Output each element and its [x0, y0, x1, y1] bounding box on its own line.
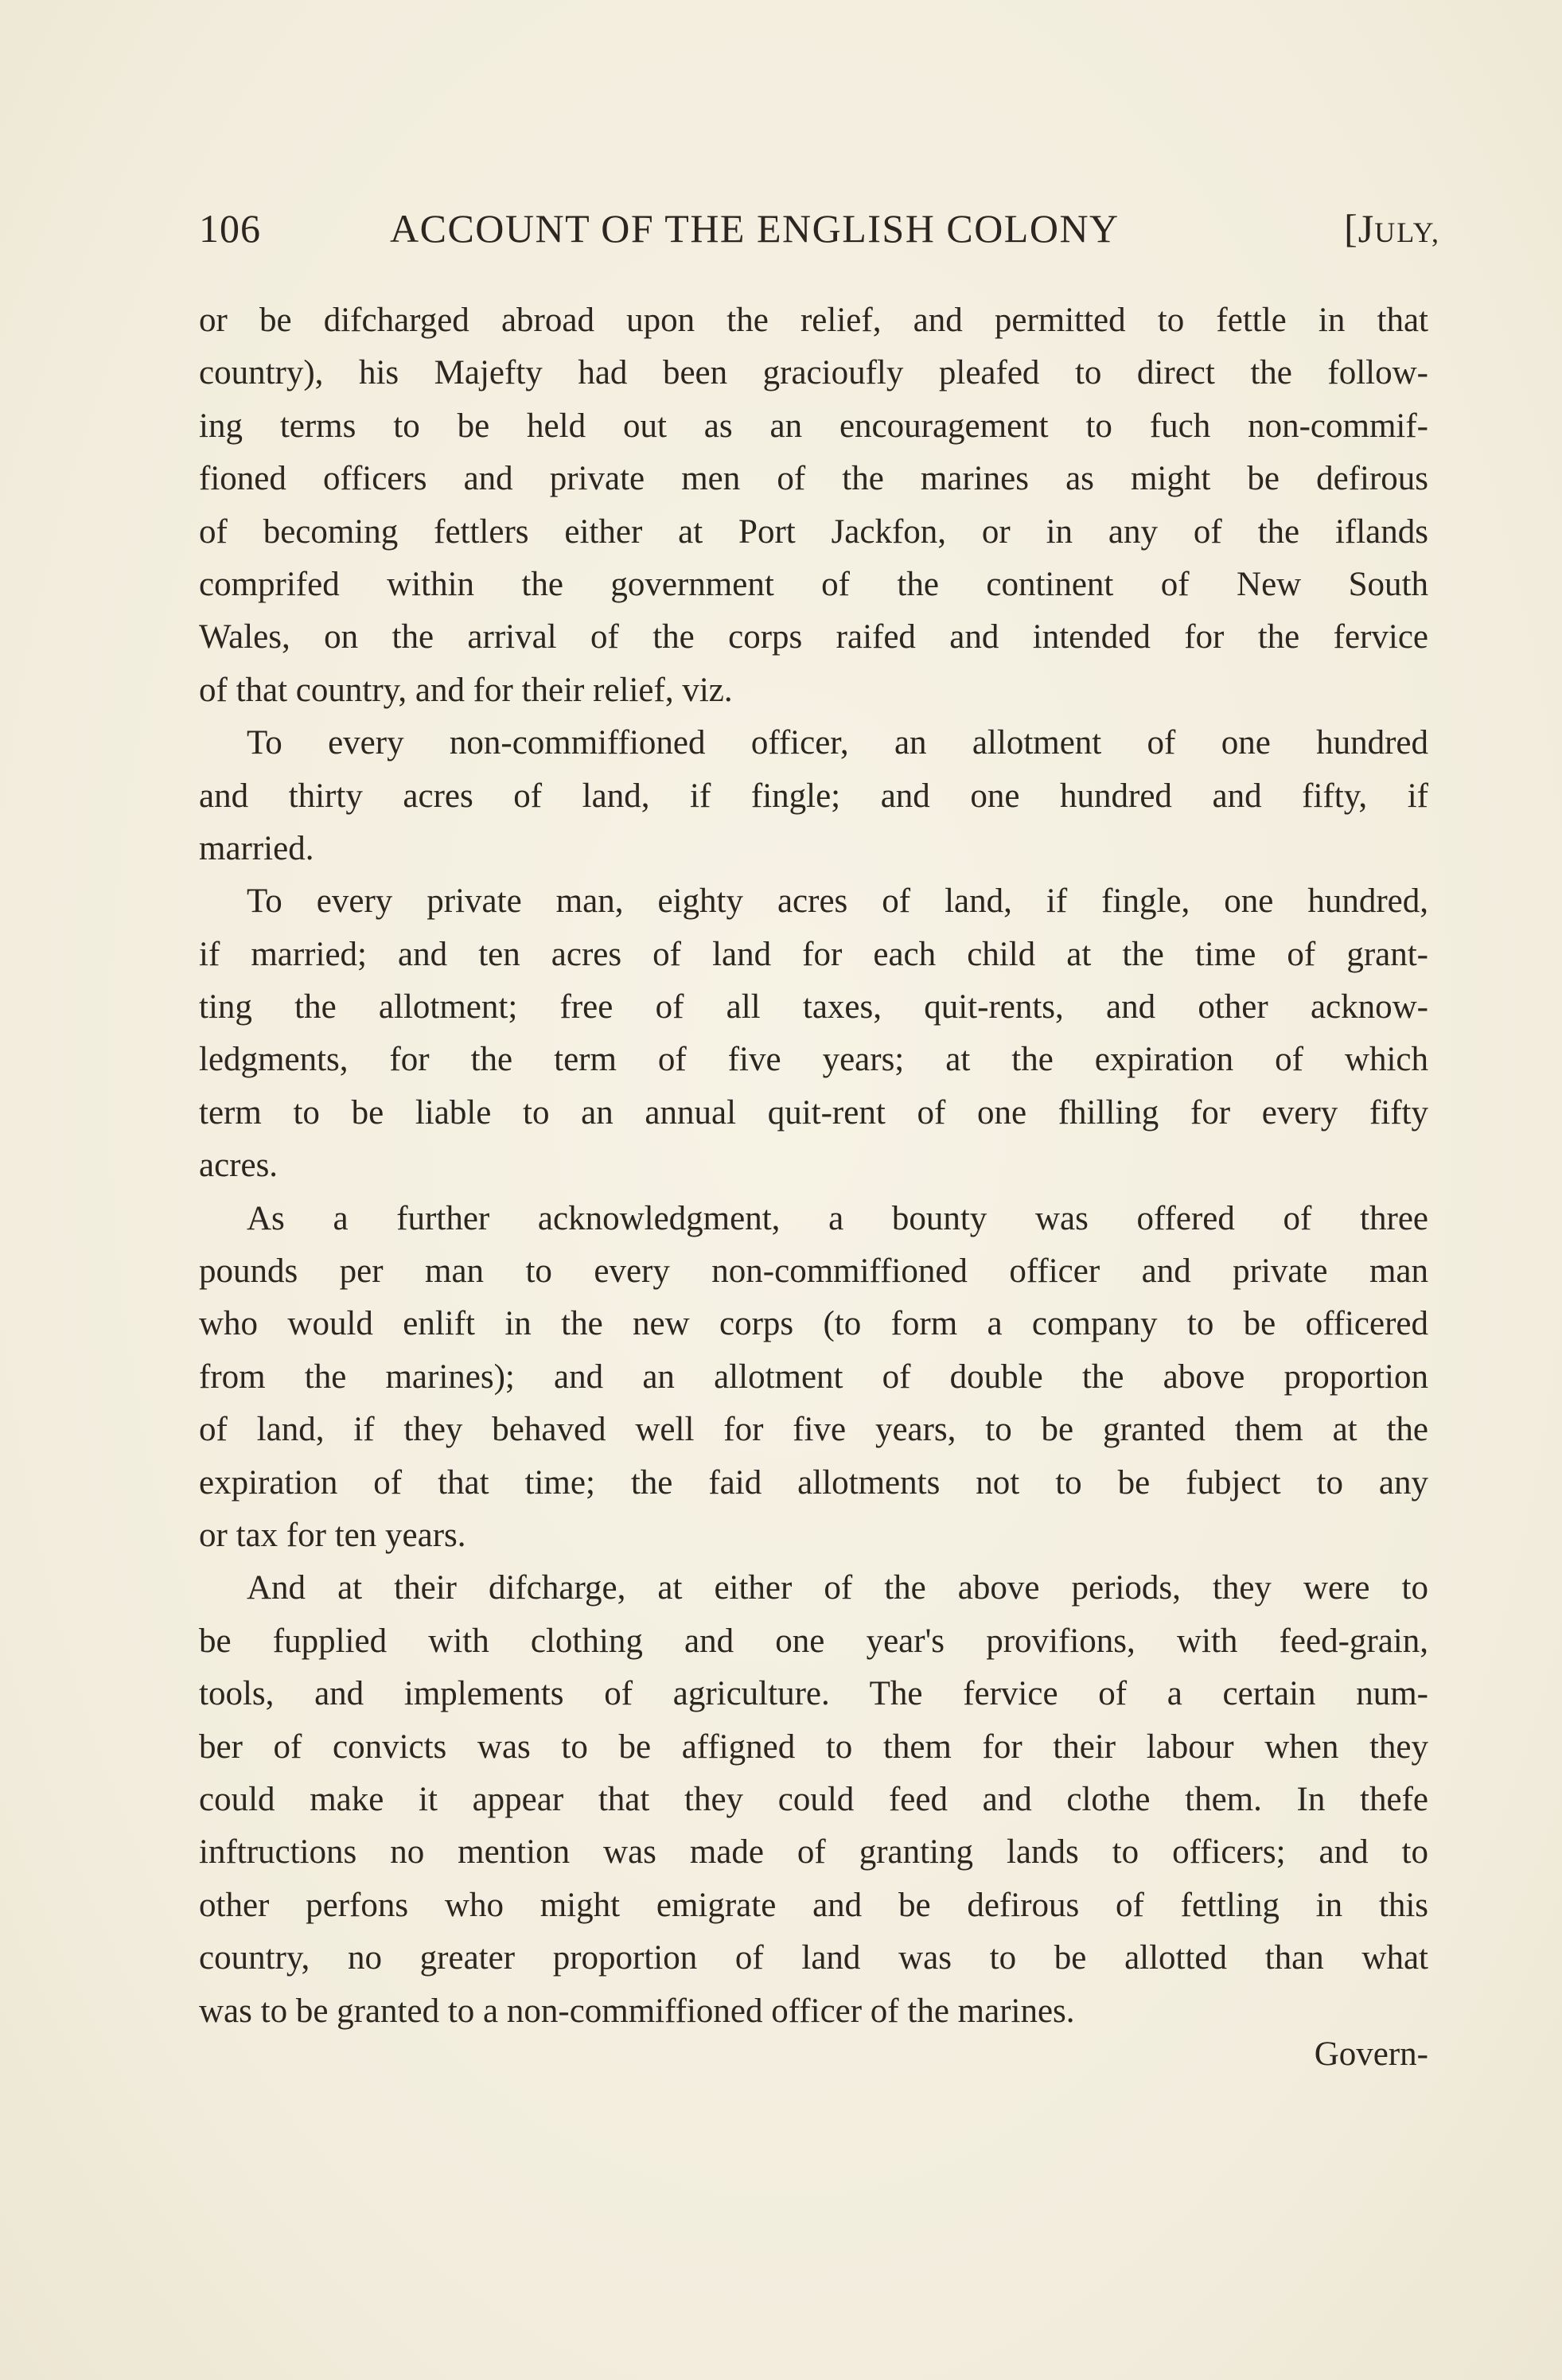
text-line: And at their difcharge, at either of the above periods, they were to — [247, 1569, 1428, 1607]
date-rest: ULY, — [1374, 216, 1440, 248]
text-line: ing terms to be held out as an encouragement to fuch non-commif- — [199, 407, 1428, 445]
text-line: country, no greater proportion of land was to be allotted than what — [199, 1939, 1428, 1977]
text-line: tools, and implements of agriculture. The fervice of a certain num- — [199, 1675, 1428, 1713]
text-line: To every private man, eighty acres of land, if fingle, one hundred, — [247, 882, 1428, 921]
date-bracket: [ — [1344, 206, 1358, 251]
text-line: of land, if they behaved well for five years, to be granted them at the — [199, 1411, 1428, 1449]
catchword: Govern- — [1314, 2035, 1428, 2073]
text-line: expiration of that time; the faid allotments not to be fubject to any — [199, 1463, 1428, 1502]
text-line: could make it appear that they could feed and clothe them. In thefe — [199, 1780, 1428, 1818]
page-number: 106 — [199, 206, 261, 251]
text-line: other perfons who might emigrate and be defirous of fettling in this — [199, 1886, 1428, 1924]
text-line: fioned officers and private men of the marines as might be defirous — [199, 460, 1428, 498]
text-line: comprifed within the government of the continent of New South — [199, 565, 1428, 603]
text-line: To every non-commiffioned officer, an allotment of one hundred — [247, 724, 1428, 762]
text-line: if married; and ten acres of land for each child at the time of grant- — [199, 935, 1428, 973]
text-line: Wales, on the arrival of the corps raifed and intended for the fervice — [199, 618, 1428, 656]
text-line: was to be granted to a non-commiffioned officer of the marines. — [199, 1992, 1075, 2030]
page-header — [199, 205, 1440, 269]
text-line: inftructions no mention was made of granting lands to officers; and to — [199, 1833, 1428, 1872]
text-line: who would enlift in the new corps (to form a company to be officered — [199, 1305, 1428, 1343]
text-line: of becoming fettlers either at Port Jackfon, or in any of the iflands — [199, 512, 1428, 551]
text-line: or tax for ten years. — [199, 1516, 466, 1554]
body-text — [199, 294, 1428, 2038]
running-date — [1344, 205, 1440, 251]
text-line: ting the allotment; free of all taxes, quit-rents, and other acknow- — [199, 988, 1428, 1026]
text-line: of that country, and for their relief, viz. — [199, 671, 733, 709]
text-line: As a further acknowledgment, a bounty was offered of three — [247, 1199, 1428, 1237]
text-line: or be difcharged abroad upon the relief, and permitted to fettle in that — [199, 302, 1428, 339]
text-line: and thirty acres of land, if fingle; and one hundred and fifty, if — [199, 777, 1428, 815]
date-initial: J — [1357, 206, 1375, 251]
text-line: pounds per man to every non-commiffioned officer and private man — [199, 1252, 1428, 1291]
text-line: from the marines); and an allotment of double the above proportion — [199, 1357, 1428, 1396]
text-line: acres. — [199, 1147, 279, 1185]
text-line: term to be liable to an annual quit-rent of one fhilling for every fifty — [199, 1093, 1428, 1132]
text-line: country), his Majefty had been gracioufly pleafed to direct the follow- — [199, 354, 1428, 392]
text-line: ber of convicts was to be affigned to them for their labour when they — [199, 1728, 1428, 1766]
text-line: be fupplied with clothing and one year's provifions, with feed-grain, — [199, 1622, 1428, 1660]
running-title: ACCOUNT OF THE ENGLISH COLONY — [390, 206, 1120, 251]
text-line: ledgments, for the term of five years; at the expiration of which — [199, 1041, 1428, 1079]
text-line: married. — [199, 829, 314, 867]
